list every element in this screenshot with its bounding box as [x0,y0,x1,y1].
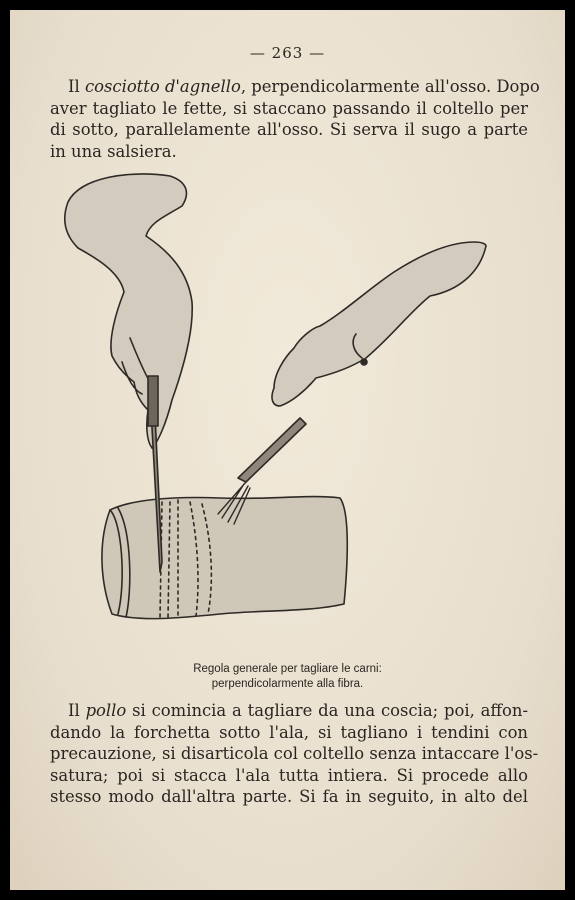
text-line: di sotto, parallelamente all'osso. Si serva il sugo a parte [50,120,528,139]
emphasis-chicken: pollo [85,701,127,720]
text-line: dando la forchetta sotto l'ala, si tagliano i tendini con [50,722,528,742]
carving-hands-illustration [50,162,490,652]
figure-caption [10,662,565,692]
text-line [50,76,540,98]
left-hand [65,174,192,448]
paragraph-chicken [50,700,539,808]
book-page [10,10,565,890]
text-line: aver tagliato le fette, si staccano passando il coltello per [50,98,528,118]
caption-line: perpendicolarmente alla fibra. [211,678,364,690]
text-run: si comincia a tagliare da una coscia; poi, affon- [126,701,528,720]
text-line: satura; poi si stacca l'ala tutta intiera. Si procede allo [50,765,528,785]
text-line: precauzione, si disarticola col coltello senza intaccare l'os- [50,744,539,763]
right-hand [272,242,486,406]
emphasis-lamb-leg: cosciotto d'agnello [84,77,241,96]
page-number: — 263 — [249,44,326,62]
text-run: Il [68,77,85,96]
text-line: stesso modo dall'altra parte. Si fa in seguito, in alto del [50,787,528,806]
caption-line: Regola generale per tagliare le carni: [193,663,382,675]
text-run: , perpendicolarmente all'osso. Dopo [240,77,540,96]
paragraph-lamb [50,76,540,162]
fork [238,418,306,482]
text-run: Il [68,701,86,720]
text-line: in una salsiera. [50,141,177,161]
text-line [50,700,528,722]
